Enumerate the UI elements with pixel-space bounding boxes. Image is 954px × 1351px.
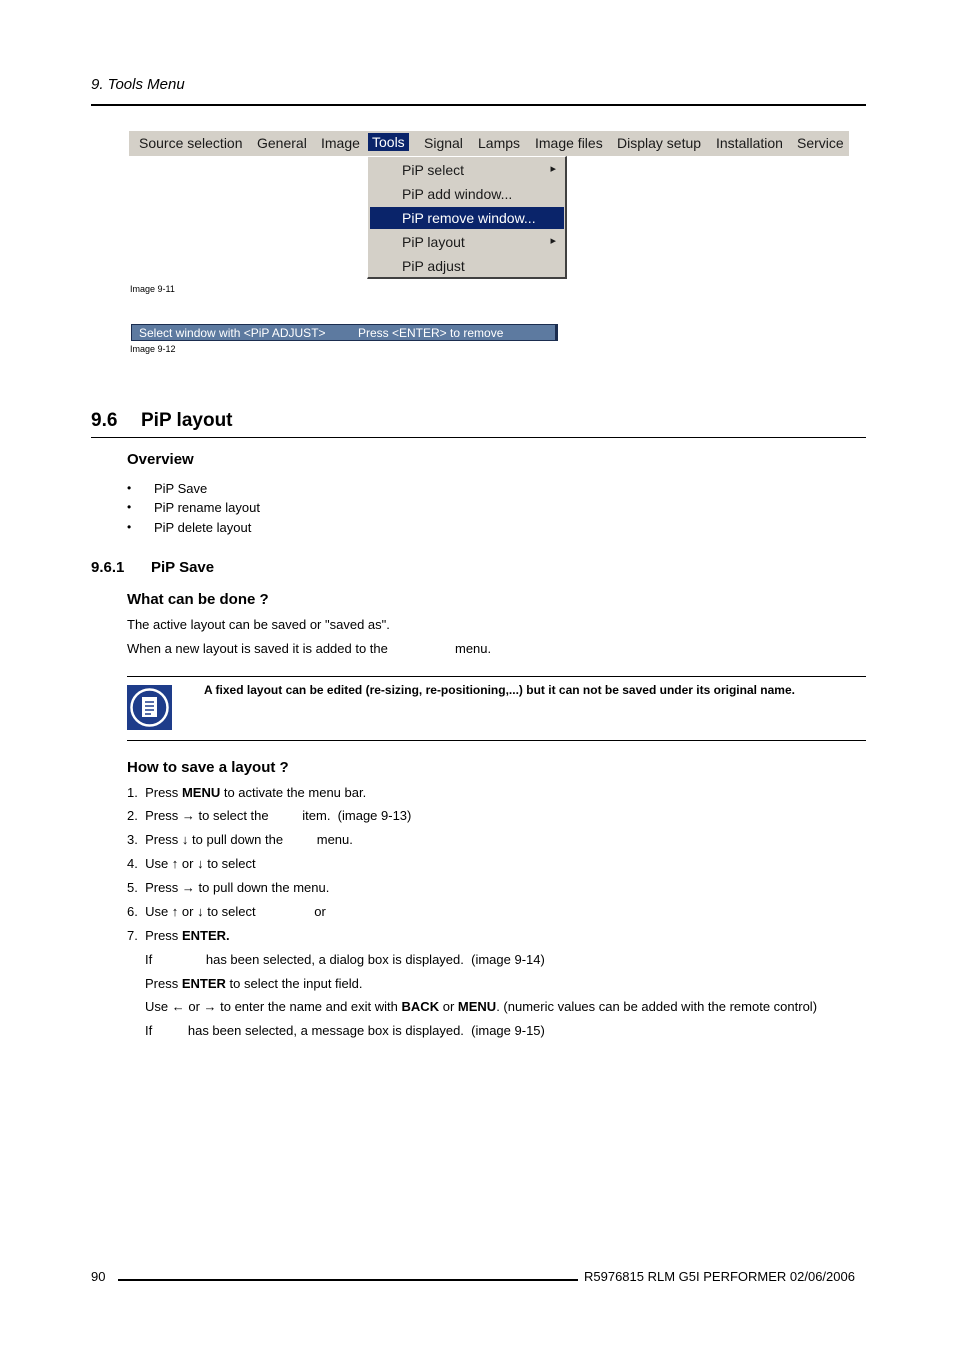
- menu-tools: Tools: [368, 133, 409, 151]
- step-text: Press: [145, 928, 179, 943]
- tools-dropdown: [367, 156, 567, 279]
- dropdown-item-label: PiP adjust: [402, 258, 465, 274]
- step-6: [127, 904, 326, 919]
- header-rule: [91, 104, 866, 106]
- step-text: Press → to pull down the menu.: [145, 880, 330, 895]
- how-to-heading: How to save a layout ?: [127, 759, 289, 776]
- paragraph: menu.: [455, 641, 492, 656]
- step-text: (image 9-13): [337, 808, 412, 823]
- sub-line-3: [145, 999, 817, 1014]
- step-4: [127, 856, 256, 871]
- menu-lamps: Lamps: [478, 135, 521, 151]
- step-text: or: [314, 904, 326, 919]
- dropdown-item-pip-select: [370, 159, 564, 181]
- subsection-heading: [91, 559, 214, 576]
- section-number: 9.6: [91, 410, 118, 431]
- step-text: Press ↓ to pull down the: [145, 832, 284, 847]
- dropdown-item-label: PiP select: [402, 162, 464, 178]
- footer-rule: [118, 1279, 578, 1281]
- document-id: R5976815 RLM G5I PERFORMER 02/06/2006: [584, 1269, 855, 1284]
- bullet-icon: •: [127, 481, 132, 495]
- step-text: Use ↑ or ↓ to select: [145, 904, 256, 919]
- dropdown-item-label: PiP add window...: [402, 186, 513, 202]
- section-title: PiP layout: [141, 410, 233, 431]
- sub-text: to select the input field.: [229, 976, 363, 991]
- step-2: [127, 808, 411, 823]
- menu-image: Image: [321, 135, 360, 151]
- menu-installation: Installation: [716, 135, 783, 151]
- paragraph: The active layout can be saved or "saved as".: [127, 617, 390, 632]
- dropdown-item-pip-add-window: [370, 183, 564, 205]
- bullet-icon: •: [127, 500, 132, 514]
- sub-text: Use ← or → to enter the name and exit with: [145, 999, 398, 1014]
- submenu-arrow-icon: ▸: [550, 235, 556, 247]
- sub-line-2: [145, 976, 363, 991]
- step-text: item.: [302, 808, 331, 823]
- dropdown-item-pip-remove-window: [370, 207, 564, 229]
- step-text: Press: [145, 785, 179, 800]
- note-top-rule: [127, 676, 866, 677]
- dropdown-item-label: PiP layout: [402, 234, 465, 250]
- sub-keyword: BACK: [401, 999, 440, 1014]
- paragraph: When a new layout is saved it is added to the: [127, 641, 388, 656]
- step-text: to activate the menu bar.: [223, 785, 367, 800]
- dropdown-item-label: PiP remove window...: [402, 210, 536, 226]
- menu-display-setup: Display setup: [617, 135, 702, 151]
- list-item: PiP Save: [154, 481, 208, 496]
- sub-line-4: [145, 1023, 545, 1038]
- sub-text: If: [145, 952, 153, 967]
- list-item: PiP rename layout: [154, 500, 260, 515]
- sub-line-1: [145, 952, 545, 967]
- step-number: 5.: [127, 880, 138, 895]
- step-number: 2.: [127, 808, 138, 823]
- chapter-header: 9. Tools Menu: [91, 76, 185, 93]
- status-left-text: Select window with <PiP ADJUST>: [139, 326, 326, 340]
- sub-text: If: [145, 1023, 153, 1038]
- section-rule: [91, 437, 866, 438]
- sub-text: has been selected, a dialog box is displayed.: [205, 952, 464, 967]
- step-number: 7.: [127, 928, 138, 943]
- what-heading: What can be done ?: [127, 591, 269, 608]
- menu-bar: [129, 131, 849, 156]
- step-5: [127, 880, 329, 895]
- subsection-title: PiP Save: [151, 559, 215, 576]
- bullet-icon: •: [127, 520, 132, 534]
- step-7: [127, 928, 230, 943]
- step-number: 4.: [127, 856, 138, 871]
- note-bottom-rule: [127, 740, 866, 741]
- sub-text: has been selected, a message box is displayed.: [187, 1023, 464, 1038]
- submenu-arrow-icon: ▸: [550, 163, 556, 175]
- step-keyword: ENTER.: [181, 928, 230, 943]
- step-text: Press → to select the: [145, 808, 269, 823]
- step-number: 3.: [127, 832, 138, 847]
- step-text: Use ↑ or ↓ to select: [145, 856, 256, 871]
- step-text: menu.: [316, 832, 353, 847]
- step-3: [127, 832, 353, 847]
- menu-general: General: [257, 135, 307, 151]
- step-1: [127, 785, 366, 800]
- step-number: 6.: [127, 904, 138, 919]
- dropdown-item-pip-adjust: [370, 255, 564, 277]
- sub-keyword: MENU: [457, 999, 497, 1014]
- menu-signal: Signal: [424, 135, 463, 151]
- list-item: PiP delete layout: [154, 520, 252, 535]
- status-right-text: Press <ENTER> to remove: [358, 326, 504, 340]
- page-number: 90: [91, 1269, 106, 1284]
- sub-text: Press: [145, 976, 179, 991]
- sub-text: . (numeric values can be added with the remote control): [496, 999, 818, 1014]
- menu-service: Service: [797, 135, 844, 151]
- step-number: 1.: [127, 785, 138, 800]
- sub-text: (image 9-14): [471, 952, 545, 967]
- subsection-number: 9.6.1: [91, 559, 125, 576]
- overview-heading: Overview: [127, 451, 194, 468]
- dropdown-item-pip-layout: [370, 231, 564, 253]
- sub-keyword: ENTER: [181, 976, 226, 991]
- image-caption: Image 9-11: [130, 284, 175, 294]
- section-heading: [91, 410, 233, 432]
- note-text: A fixed layout can be edited (re-sizing, re-positioning,...) but it can not be saved under its original name.: [204, 683, 795, 697]
- sub-text: or: [442, 999, 455, 1014]
- note-icon: [127, 685, 172, 730]
- sub-text: (image 9-15): [471, 1023, 545, 1038]
- step-keyword: MENU: [181, 785, 221, 800]
- menu-source-selection: Source selection: [139, 135, 243, 151]
- menu-image-files: Image files: [535, 135, 603, 151]
- image-caption: Image 9-12: [130, 344, 176, 354]
- status-bar: [131, 324, 558, 341]
